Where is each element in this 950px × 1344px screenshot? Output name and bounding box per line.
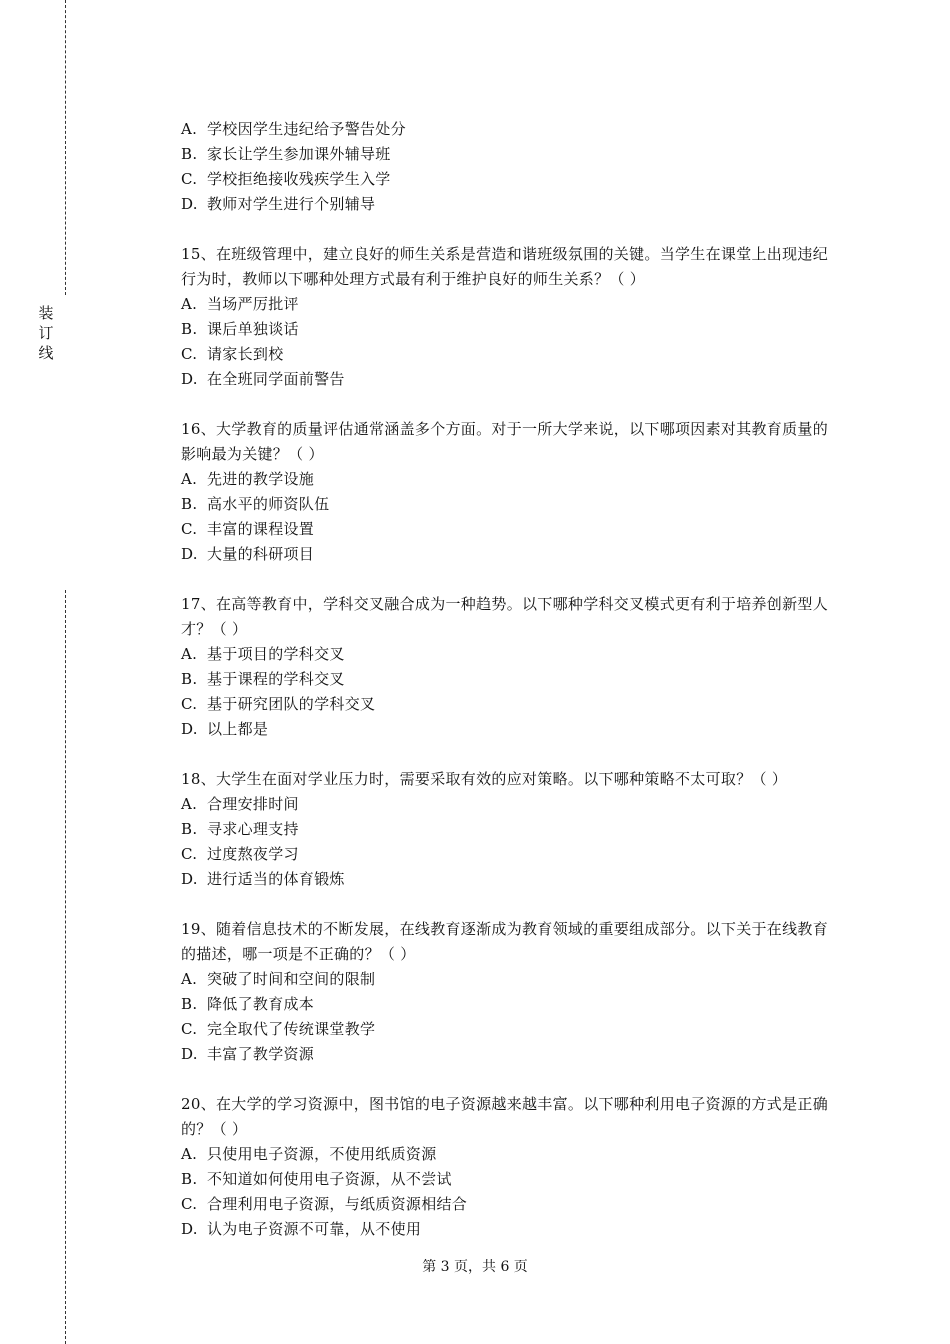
option-c	[181, 342, 837, 367]
option-a	[181, 967, 837, 992]
option-text: 认为电子资源不可靠，从不使用	[207, 1220, 422, 1238]
option-text: 合理安排时间	[207, 795, 299, 813]
option-text: 在全班同学面前警告	[207, 370, 345, 388]
option-d	[181, 192, 837, 217]
option-text: 先进的教学设施	[207, 470, 315, 488]
question-14-options-continued	[181, 117, 837, 217]
option-a	[181, 467, 837, 492]
option-letter: C.	[181, 1020, 198, 1038]
option-text: 完全取代了传统课堂教学	[207, 1020, 376, 1038]
question-stem: 19、随着信息技术的不断发展，在线教育逐渐成为教育领域的重要组成部分。以下关于在线教育的描述，哪一项是不正确的？（ ）	[181, 920, 828, 963]
option-b	[181, 317, 837, 342]
option-letter: C.	[181, 345, 198, 363]
option-text: 学校因学生违纪给予警告处分	[207, 120, 406, 138]
option-b	[181, 992, 837, 1017]
option-c	[181, 167, 837, 192]
option-c	[181, 1192, 837, 1217]
option-d	[181, 367, 837, 392]
option-letter: D.	[181, 870, 198, 888]
option-letter: B.	[181, 995, 198, 1013]
option-letter: C.	[181, 1195, 198, 1213]
option-letter: A.	[181, 120, 198, 138]
option-text: 请家长到校	[207, 345, 284, 363]
binding-char: 装	[38, 304, 54, 322]
question-17	[181, 592, 837, 742]
option-text: 突破了时间和空间的限制	[207, 970, 376, 988]
option-letter: D.	[181, 1220, 198, 1238]
option-b	[181, 817, 837, 842]
option-c	[181, 1017, 837, 1042]
option-letter: D.	[181, 370, 198, 388]
option-a	[181, 792, 837, 817]
option-text: 不知道如何使用电子资源，从不尝试	[207, 1170, 452, 1188]
option-text: 降低了教育成本	[207, 995, 315, 1013]
option-text: 合理利用电子资源，与纸质资源相结合	[207, 1195, 468, 1213]
option-b	[181, 667, 837, 692]
option-d	[181, 542, 837, 567]
option-letter: B.	[181, 670, 198, 688]
exam-content	[181, 117, 837, 1267]
question-18	[181, 767, 837, 892]
option-b	[181, 142, 837, 167]
question-19	[181, 917, 837, 1067]
option-text: 大量的科研项目	[207, 545, 315, 563]
option-text: 基于研究团队的学科交叉	[207, 695, 376, 713]
option-letter: B.	[181, 820, 198, 838]
option-c	[181, 842, 837, 867]
option-letter: D.	[181, 545, 198, 563]
binding-char: 线	[38, 344, 54, 362]
option-letter: C.	[181, 695, 198, 713]
page-number-footer: 第 3 页，共 6 页	[422, 1259, 528, 1275]
option-text: 高水平的师资队伍	[207, 495, 330, 513]
option-text: 当场严厉批评	[207, 295, 299, 313]
option-c	[181, 692, 837, 717]
option-text: 以上都是	[207, 720, 269, 738]
option-letter: D.	[181, 195, 198, 213]
option-text: 丰富的课程设置	[207, 520, 315, 538]
option-letter: D.	[181, 720, 198, 738]
option-letter: A.	[181, 295, 198, 313]
question-16	[181, 417, 837, 567]
binding-dashed-line-bottom	[65, 590, 66, 1344]
option-letter: B.	[181, 1170, 198, 1188]
option-text: 进行适当的体育锻炼	[207, 870, 345, 888]
option-letter: C.	[181, 520, 198, 538]
option-c	[181, 517, 837, 542]
option-letter: D.	[181, 1045, 198, 1063]
question-stem: 17、在高等教育中，学科交叉融合成为一种趋势。以下哪种学科交叉模式更有利于培养创新型人才？（ ）	[181, 595, 828, 638]
option-text: 丰富了教学资源	[207, 1045, 315, 1063]
option-letter: C.	[181, 845, 198, 863]
question-stem: 20、在大学的学习资源中，图书馆的电子资源越来越丰富。以下哪种利用电子资源的方式是正确的？（ ）	[181, 1095, 828, 1138]
option-letter: B.	[181, 495, 198, 513]
option-text: 教师对学生进行个别辅导	[207, 195, 376, 213]
question-stem: 18、大学生在面对学业压力时，需要采取有效的应对策略。以下哪种策略不太可取？（ ）	[181, 770, 788, 788]
question-stem: 15、在班级管理中，建立良好的师生关系是营造和谐班级氛围的关键。当学生在课堂上出现违纪行为时，教师以下哪种处理方式最有利于维护良好的师生关系？（ ）	[181, 245, 828, 288]
option-letter: C.	[181, 170, 198, 188]
option-b	[181, 1167, 837, 1192]
option-letter: A.	[181, 1145, 198, 1163]
option-letter: B.	[181, 145, 198, 163]
option-letter: A.	[181, 645, 198, 663]
binding-char: 订	[38, 324, 54, 342]
option-a	[181, 642, 837, 667]
option-text: 基于项目的学科交叉	[207, 645, 345, 663]
option-a	[181, 292, 837, 317]
option-letter: A.	[181, 470, 198, 488]
option-d	[181, 717, 837, 742]
option-a	[181, 1142, 837, 1167]
option-text: 寻求心理支持	[207, 820, 299, 838]
option-letter: A.	[181, 795, 198, 813]
option-letter: A.	[181, 970, 198, 988]
option-d	[181, 867, 837, 892]
option-text: 课后单独谈话	[207, 320, 299, 338]
option-text: 基于课程的学科交叉	[207, 670, 345, 688]
option-text: 过度熬夜学习	[207, 845, 299, 863]
option-d	[181, 1217, 837, 1242]
option-text: 学校拒绝接收残疾学生入学	[207, 170, 391, 188]
option-b	[181, 492, 837, 517]
binding-line-label	[36, 303, 56, 363]
option-a	[181, 117, 837, 142]
option-letter: B.	[181, 320, 198, 338]
option-text: 家长让学生参加课外辅导班	[207, 145, 391, 163]
question-20	[181, 1092, 837, 1242]
option-text: 只使用电子资源，不使用纸质资源	[207, 1145, 437, 1163]
question-stem: 16、大学教育的质量评估通常涵盖多个方面。对于一所大学来说，以下哪项因素对其教育质量的影响最为关键？（ ）	[181, 420, 828, 463]
binding-dashed-line-top	[65, 0, 66, 295]
question-15	[181, 242, 837, 392]
option-d	[181, 1042, 837, 1067]
